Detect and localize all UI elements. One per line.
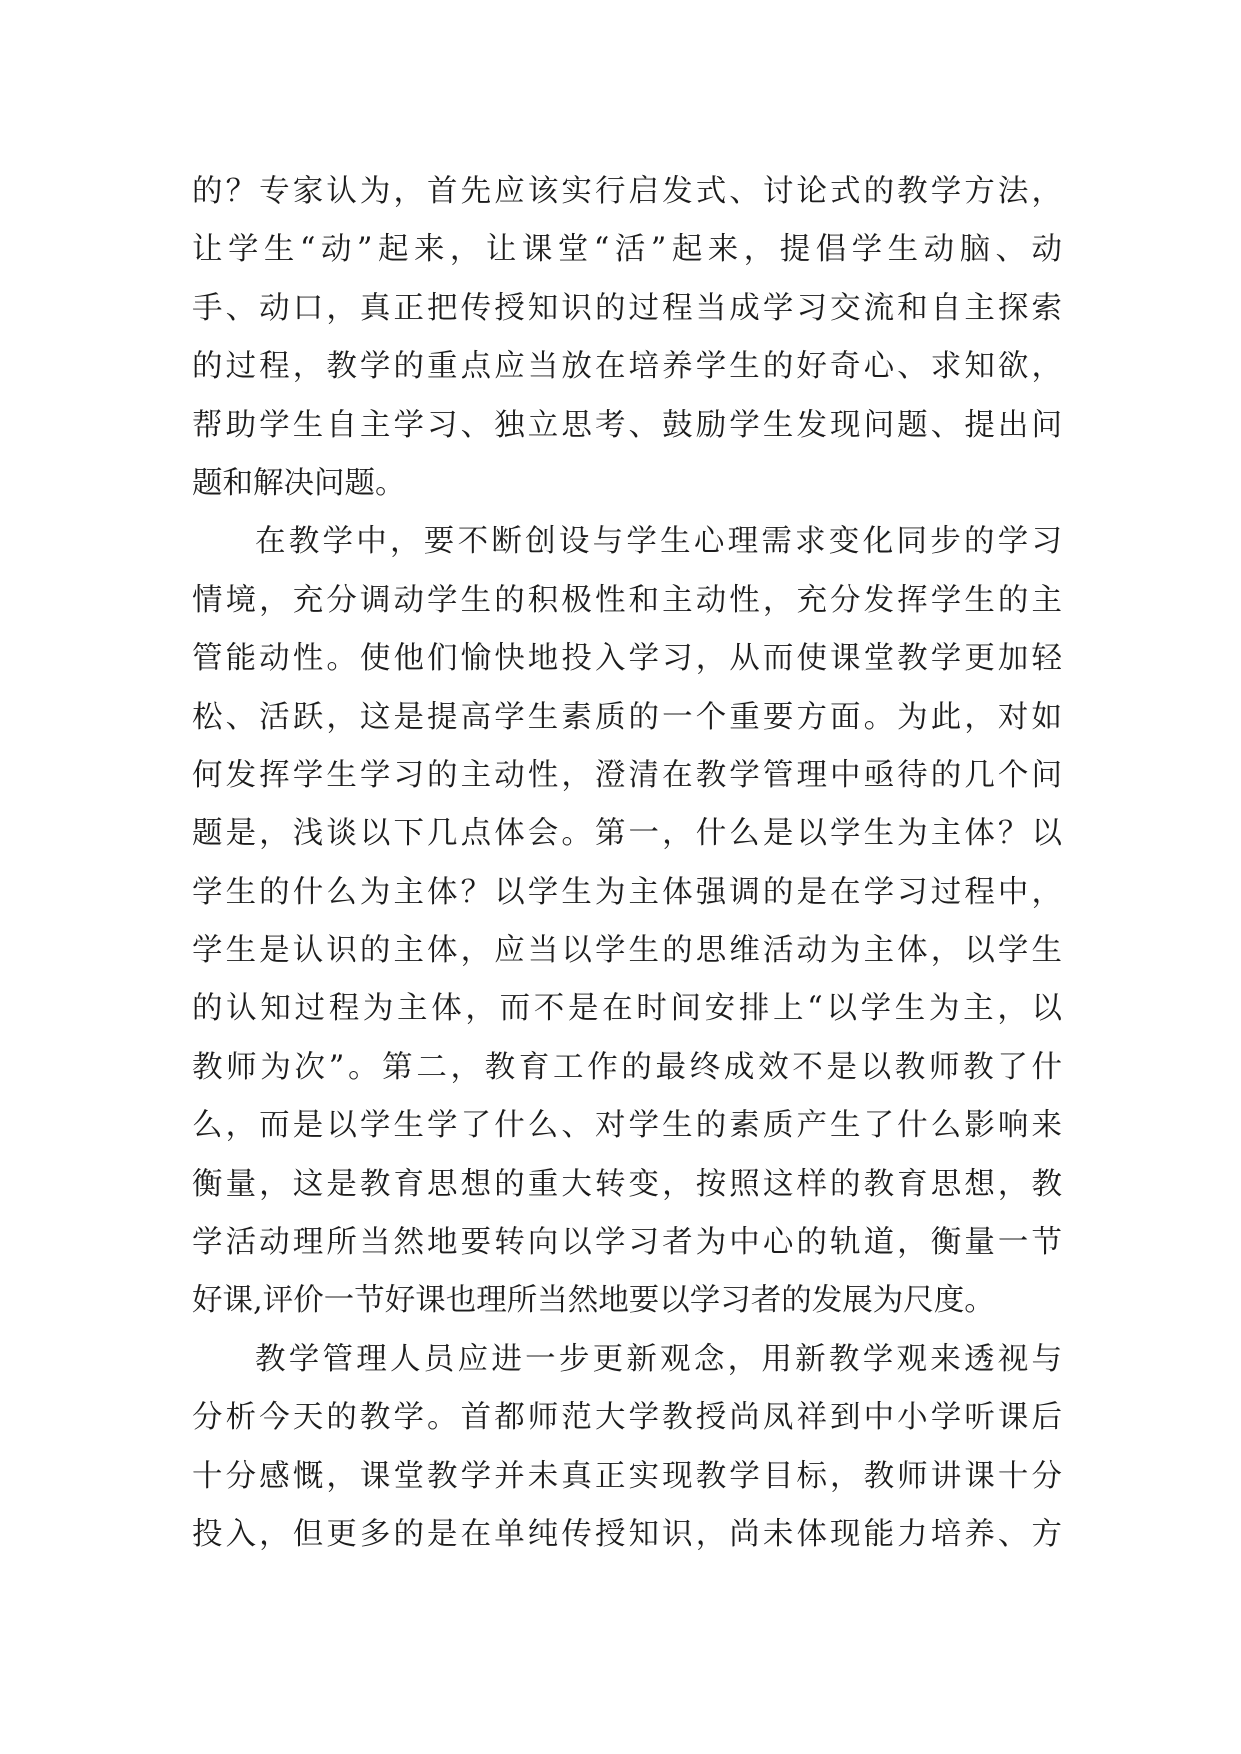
text-line: 手、动口，真正把传授知识的过程当成学习交流和自主探索 xyxy=(192,290,1062,326)
paragraph-first-line: 教学管理人员应进一步更新观念，用新教学观来透视与 xyxy=(255,1341,1062,1377)
text-line: 分析今天的教学。首都师范大学教授尚凤祥到中小学听课后 xyxy=(192,1400,1062,1436)
paragraph-first-line: 在教学中，要不断创设与学生心理需求变化同步的学习 xyxy=(255,524,1062,560)
body-text xyxy=(192,163,1062,1564)
text-line: 管能动性。使他们愉快地投入学习，从而使课堂教学更加轻 xyxy=(192,641,1062,677)
text-line: 的过程，教学的重点应当放在培养学生的好奇心、求知欲， xyxy=(192,349,1062,385)
text-line: 学活动理所当然地要转向以学习者为中心的轨道，衡量一节 xyxy=(192,1225,1062,1261)
text-line: 松、活跃，这是提高学生素质的一个重要方面。为此，对如 xyxy=(192,699,1062,735)
text-line: 学生的什么为主体？以学生为主体强调的是在学习过程中， xyxy=(192,874,1062,910)
text-line: 学生是认识的主体，应当以学生的思维活动为主体，以学生 xyxy=(192,933,1062,969)
text-line: 衡量，这是教育思想的重大转变，按照这样的教育思想，教 xyxy=(192,1166,1062,1202)
text-line: 投入，但更多的是在单纯传授知识，尚未体现能力培养、方 xyxy=(192,1516,1062,1552)
text-line: 让学生“动”起来，让课堂“活”起来，提倡学生动脑、动 xyxy=(192,232,1062,268)
text-line: 么，而是以学生学了什么、对学生的素质产生了什么影响来 xyxy=(192,1108,1062,1144)
text-line: 情境，充分调动学生的积极性和主动性，充分发挥学生的主 xyxy=(192,582,1062,618)
text-line: 题是，浅谈以下几点体会。第一，什么是以学生为主体？以 xyxy=(192,816,1062,852)
text-line: 帮助学生自主学习、独立思考、鼓励学生发现问题、提出问 xyxy=(192,407,1062,443)
text-line: 十分感慨，课堂教学并未真正实现教学目标，教师讲课十分 xyxy=(192,1458,1062,1494)
text-line: 的？专家认为，首先应该实行启发式、讨论式的教学方法， xyxy=(192,174,1062,209)
text-line: 的认知过程为主体，而不是在时间安排上“以学生为主，以 xyxy=(192,991,1062,1027)
text-line: 题和解决问题。 xyxy=(192,465,406,501)
text-line: 何发挥学生学习的主动性，澄清在教学管理中亟待的几个问 xyxy=(192,757,1062,793)
text-line: 教师为次”。第二，教育工作的最终成效不是以教师教了什 xyxy=(192,1049,1062,1085)
text-line: 好课,评价一节好课也理所当然地要以学习者的发展为尺度。 xyxy=(192,1283,995,1319)
